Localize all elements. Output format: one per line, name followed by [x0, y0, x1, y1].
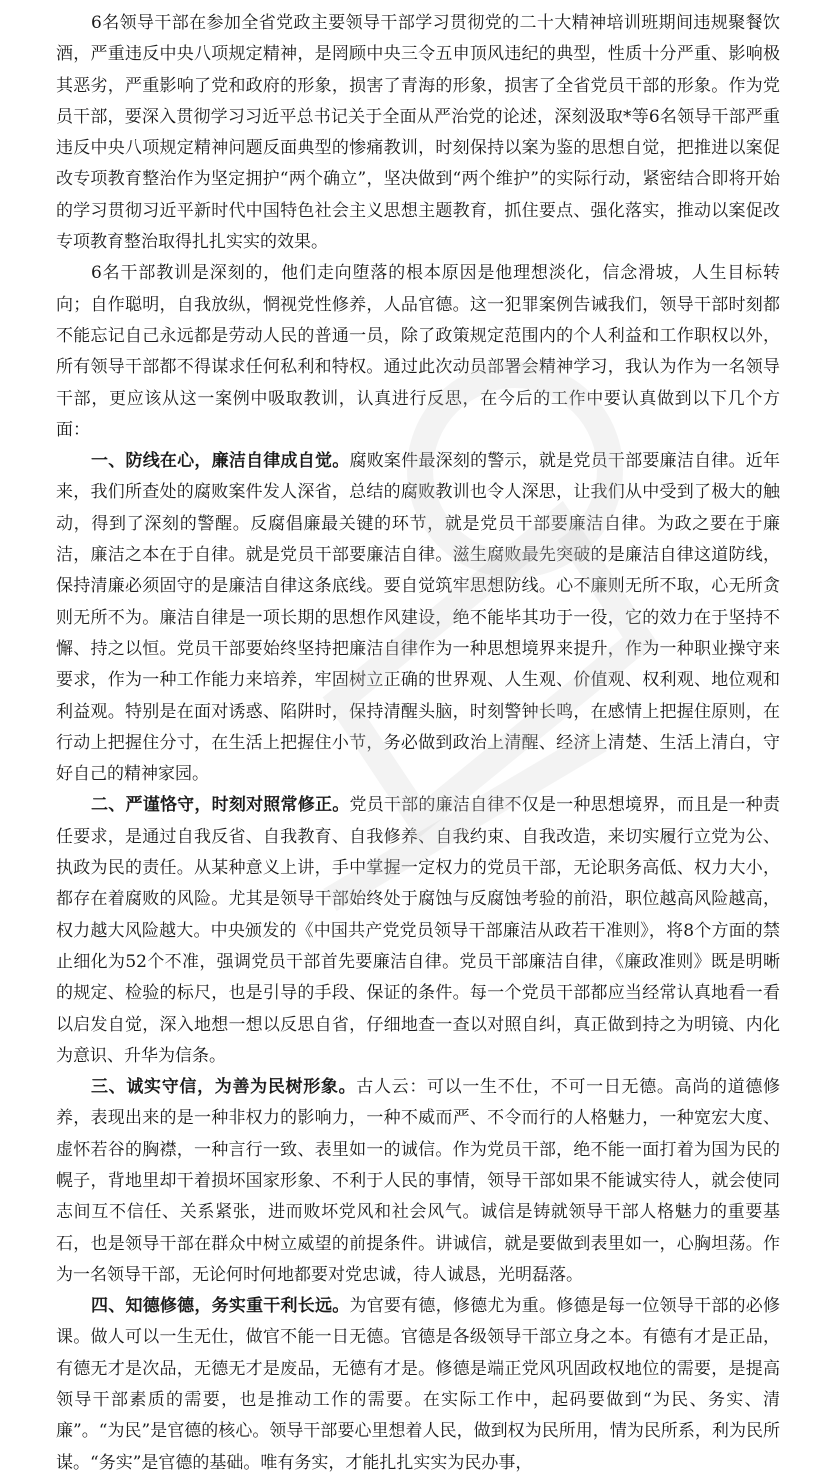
- section-heading: 三、诚实守信，为善为民树形象。: [91, 1077, 357, 1098]
- section-heading: 二、严谨恪守，时刻对照常修正。: [91, 795, 350, 816]
- paragraph-body: 古人云：可以一生不仕，不可一日无德。高尚的道德修养，表现出来的是一种非权力的影响力，一种不威而严、不令而行的人格魅力，一种宽宏大度、虚怀若谷的胸襟，一种言行一致、表里如一的诚信。作为党员干部，绝不能一面打着为国为民的幌子，背地里却干着损坏国家形象、不利于人民的事情，领导干部如果不能诚实待人，就会使同志间互不信任、关系紧张，进而败坏党风和社会风气。诚信是铸就领导干部人格魅力的重要基石，也是领导干部在群众中树立威望的前提条件。讲诚信，就是要做到表里如一，心胸坦荡。作为一名领导干部，无论何时何地都要对党忠诚，待人诚恳，光明磊落。: [56, 1077, 781, 1285]
- section-heading: 四、知德修德，务实重干利长远。: [91, 1296, 350, 1317]
- paragraph-body: 6名干部教训是深刻的，他们走向堕落的根本原因是他理想淡化，信念滑坡，人生目标转向；自作聪明，自我放纵，惘视党性修养，人品官德。这一犯罪案例告诫我们，领导干部时刻都不能忘记自己永远都是劳动人民的普通一员，除了政策规定范围内的个人利益和工作职权以外，所有领导干部都不得谋求任何私利和特权。通过此次动员部署会精神学习，我认为作为一名领导干部，更应该从这一案例中吸取教训，认真进行反思，在今后的工作中要认真做到以下几个方面：: [56, 263, 780, 440]
- paragraph-section-1: [56, 446, 780, 790]
- paragraph-body: 6名领导干部在参加全省党政主要领导干部学习贯彻党的二十大精神培训班期间违规聚餐饮酒，严重违反中央八项规定精神，是罔顾中央三令五申顶风违纪的典型，性质十分严重、影响极其恶劣，严重影响了党和政府的形象，损害了青海的形象，损害了全省党员干部的形象。作为党员干部，要深入贯彻学习习近平总书记关于全面从严治党的论述，深刻汲取*等6名领导干部严重违反中央八项规定精神问题反面典型的惨痛教训，时刻保持以案为鉴的思想自觉，把推进以案促改专项教育整治作为坚定拥护“两个确立”，坚决做到“两个维护”的实际行动，紧密结合即将开始的学习贯彻习近平新时代中国特色社会主义思想主题教育，抓住要点、强化落实，推动以案促改专项教育整治取得扎扎实实的效果。: [56, 13, 780, 253]
- paragraph-section-4: [56, 1291, 780, 1479]
- paragraph-lessons: [56, 258, 780, 446]
- paragraph-body: 腐败案件最深刻的警示，就是党员干部要廉洁自律。近年来，我们所查处的腐败案件发人深省，总结的腐败教训也令人深思，让我们从中受到了极大的触动，得到了深刻的警醒。反腐倡廉最关键的环节，就是党员干部要廉洁自律。为政之要在于廉洁，廉洁之本在于自律。就是党员干部要廉洁自律。滋生腐败最先突破的是廉洁自律这道防线，保持清廉必须固守的是廉洁自律这条底线。要自觉筑牢思想防线。心不廉则无所不取，心无所贪则无所不为。廉洁自律是一项长期的思想作风建设，绝不能毕其功于一役，它的效力在于坚持不懈、持之以恒。党员干部要始终坚持把廉洁自律作为一种思想境界来提升，作为一种职业操守来要求，作为一种工作能力来培养，牢固树立正确的世界观、人生观、价值观、权利观、地位观和利益观。特别是在面对诱惑、陷阱时，保持清醒头脑，时刻警钟长鸣，在感情上把握住原则，在行动上把握住分寸，在生活上把握住小节，务必做到政治上清醒、经济上清楚、生活上清白，守好自己的精神家园。: [56, 451, 781, 785]
- section-heading: 一、防线在心，廉洁自律成自觉。: [91, 451, 350, 472]
- paragraph-section-3: [56, 1072, 780, 1291]
- paragraph-body: 为官要有德，修德尤为重。修德是每一位领导干部的必修课。做人可以一生无仕，做官不能一日无德。官德是各级领导干部立身之本。有德有才是正品，有德无才是次品，无德无才是废品，无德有才是。修德是端正党风巩固政权地位的需要，是提高领导干部素质的需要，也是推动工作的需要。在实际工作中，起码要做到“为民、务实、清廉”。“为民”是官德的核心。领导干部要心里想着人民，做到权为民所用，情为民所系，利为民所谋。“务实”是官德的基础。唯有务实，才能扎扎实实为民办事，: [56, 1296, 781, 1473]
- paragraph-section-2: [56, 790, 780, 1072]
- paragraph-intro: [56, 8, 780, 258]
- paragraph-body: 党员干部的廉洁自律不仅是一种思想境界，而且是一种责任要求，是通过自我反省、自我教育、自我修养、自我约束、自我改造，来切实履行立党为公、执政为民的责任。从某种意义上讲，手中掌握一定权力的党员干部，无论职务高低、权力大小，都存在着腐败的风险。尤其是领导干部始终处于腐蚀与反腐蚀考验的前沿，职位越高风险越高，权力越大风险越大。中央颁发的《中国共产党党员领导干部廉洁从政若干准则》，将8个方面的禁止细化为52个不准，强调党员干部首先要廉洁自律。党员干部廉洁自律，《廉政准则》既是明晰的规定、检验的标尺，也是引导的手段、保证的条件。每一个党员干部都应当经常认真地看一看以启发自觉，深入地想一想以反思自省，仔细地查一查以对照自纠，真正做到持之为明镜、内化为意识、升华为信条。: [56, 795, 781, 1066]
